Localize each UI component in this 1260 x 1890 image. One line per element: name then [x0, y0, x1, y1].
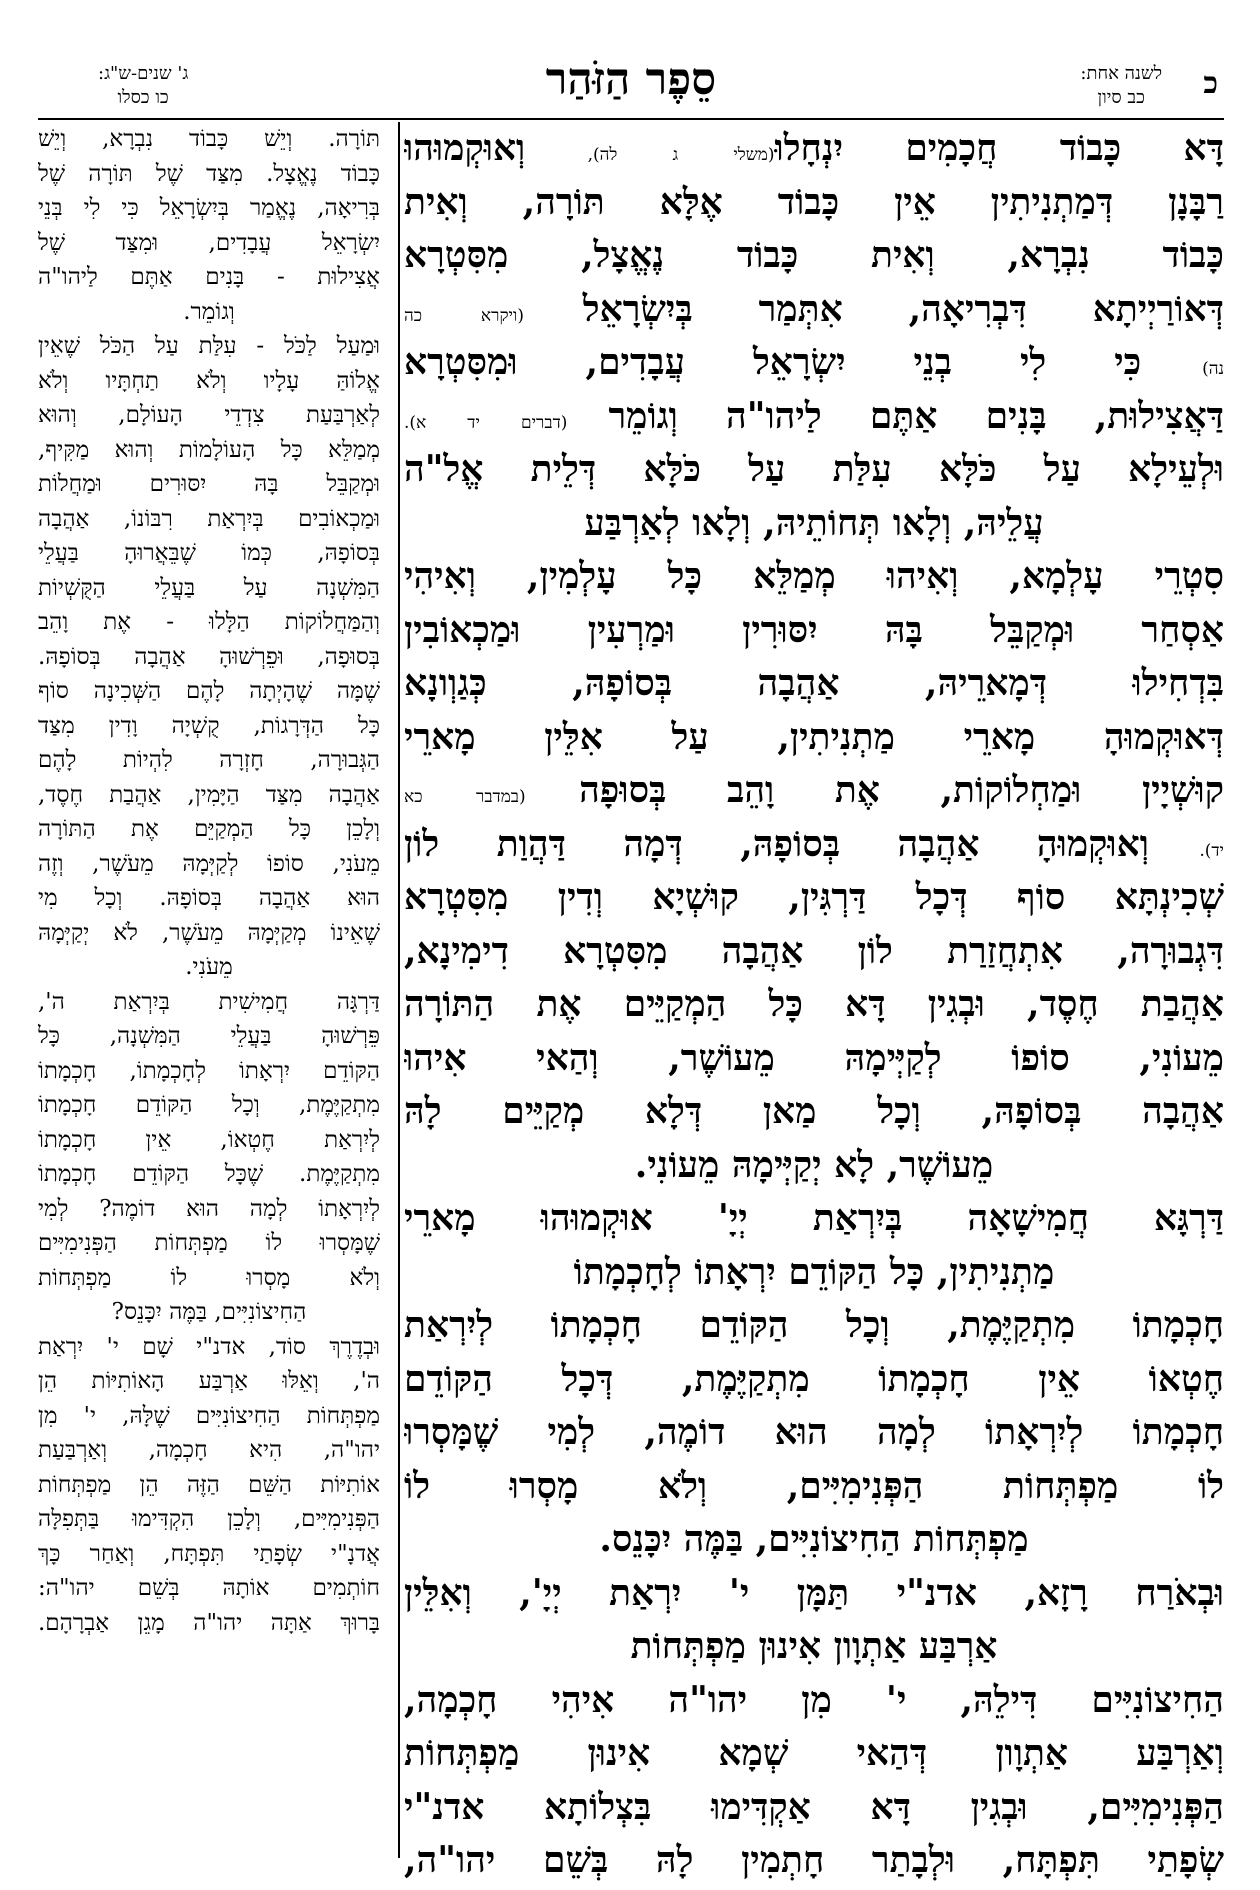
main-text-column	[404, 122, 1224, 1881]
line-text: לְיִרְאָתוֹ לְמָה הוּא דוֹמֶה? לְמִי	[38, 1195, 380, 1222]
study-schedule-label: ג' שנים-ש"ג:	[98, 63, 189, 84]
line-text: מְמַלֵּא כָּל הָעוֹלָמוֹת וְהוּא מַקִּיף,	[38, 436, 380, 463]
line-text: יִשְׂרָאֵל עֲבָדִים, וּמִצַּד שֶׁל	[38, 229, 380, 256]
translation-line	[38, 1054, 380, 1089]
line-text: מֵעוֹנִי, סוֹפוֹ לְקַיְּימָהּ מֵעוֹשֶׁר, וְהַאי אִיהוּ	[404, 1036, 1224, 1079]
daily-study-info-three-years	[98, 62, 188, 110]
main-text-line	[404, 1032, 1224, 1086]
translation-line	[38, 1157, 380, 1192]
translation-line	[38, 571, 380, 606]
line-text: אַהֲבַת חֶסֶד, וּבְגִין דָּא כָּל הַמְקַיֵּים אֶת הַתּוֹרָה	[404, 983, 1224, 1025]
source-reference: נה)	[1141, 359, 1224, 379]
line-text: עֲלֵיהּ, וְלָאו תְּחוֹתֵיהּ, וְלָאו לְאַרְבַּע	[584, 501, 1044, 544]
line-text: מִתְקַיֶּמֶת, וְכָל הַקּוֹדֵם חָכְמָתוֹ	[38, 1092, 380, 1118]
line-text: אֲצִילוּת - בָּנִים אַתֶּם לַיהו"ה	[38, 264, 380, 290]
translation-line	[38, 847, 380, 882]
line-text: חוֹתְמִים אוֹתָהּ בְּשֵׁם יהו"ה:	[38, 1575, 380, 1601]
main-text-line	[404, 1567, 1224, 1621]
main-text-line	[404, 176, 1224, 230]
main-text-line	[404, 283, 1224, 337]
translation-line	[38, 881, 380, 916]
line-text: וְגוֹמֵר.	[183, 298, 235, 325]
line-text: דְּאוֹרַיְיתָא דִּבְרִיאָה, אִתְּמַר בְּיִשְׂרָאֵל	[582, 287, 1224, 330]
translation-line	[38, 950, 380, 985]
main-text-line	[404, 711, 1224, 765]
line-text: בְּרִיאָה, נֶאֱמַר בְּיִשְׂרָאֵל כִּי לִי בְּנֵי	[38, 195, 380, 221]
line-text: שֶׁאֵינוֹ מְקַיְּמָהּ מֵעֹשֶׁר, לֹא יְקַיְּמָהּ	[38, 919, 380, 946]
translation-line	[38, 433, 380, 468]
translation-line	[38, 709, 380, 744]
main-text-line	[404, 1781, 1224, 1835]
translation-line	[38, 812, 380, 847]
line-text: אוֹתִיּוֹת הַשֵּׁם הַזֶּה הֵן מַפְתְּחוֹת	[38, 1471, 380, 1498]
translation-line	[38, 1502, 380, 1537]
translation-line	[38, 226, 380, 261]
line-text: דַּרְגָּה חֲמִישִׁית בְּיִרְאַת ה',	[38, 988, 380, 1015]
translation-line	[38, 1433, 380, 1468]
translation-line	[38, 743, 380, 778]
page-number: כ	[1203, 66, 1218, 101]
line-text: פֵּרְשׁוּהָ בַּעֲלֵי הַמִּשְׁנָה, כָּל	[38, 1023, 380, 1049]
source-reference: (משלי ג לה),	[587, 145, 775, 165]
line-text: מֵעֹנִי.	[185, 954, 233, 980]
source-reference: יד).	[1148, 840, 1224, 861]
line-text: ה', וְאֵלּוּ אַרְבַּע הָאוֹתִיּוֹת הֵן	[38, 1368, 380, 1394]
line-text: וּמַעַל לַכֹּל - עִלַּת עַל הַכֹּל שֶׁאֵין	[38, 333, 380, 359]
translation-line	[38, 985, 380, 1020]
translation-line	[38, 1399, 380, 1434]
line-text: הַגְּבוּרָה, חָזְרָה לִהְיוֹת לָהֶם	[38, 747, 380, 773]
translation-line	[38, 1261, 380, 1296]
line-text: מַתְנִיתִין, כָּל הַקּוֹדֵם יִרְאָתוֹ לְחָכְמָתוֹ	[573, 1250, 1055, 1293]
source-reference: (דברים יד א).	[404, 412, 609, 433]
main-text-line	[404, 1299, 1224, 1353]
translation-line	[38, 536, 380, 571]
translation-line	[38, 295, 380, 330]
main-text-line	[404, 871, 1224, 925]
source-reference: (ויקרא כה	[404, 305, 583, 326]
translation-line	[38, 1571, 380, 1606]
study-date: כו כסלו	[117, 87, 169, 108]
main-text-line	[404, 818, 1224, 872]
line-text: וְאוּקְמוּהוּ	[404, 127, 588, 169]
line-text: דַּאֲצִילוּת, בָּנִים אַתֶּם לַיהו"ה וְגוֹמֵר	[608, 394, 1224, 437]
line-text: הַפְּנִימִיִּים, וְלָכֵן הִקְדִּימוּ בַּתְּפִלָּה	[38, 1506, 380, 1532]
line-text: מַפְתְּחוֹת הַחִיצוֹנִיִּים, בַּמֶּה יִכָּנֵס.	[599, 1518, 1029, 1560]
line-text: וּמַכְאוֹבִים בְּיִרְאַת רִבּוֹנוֹ, אַהֲבָה	[38, 505, 380, 532]
translation-column	[38, 122, 380, 1858]
translation-line	[38, 1537, 380, 1572]
line-text: וְלָכֵן כָּל הַמְקַיֵּם אֶת הַתּוֹרָה	[38, 816, 380, 842]
line-text: תּוֹרָה. וְיֵשׁ כָּבוֹד נִבְרָא, וְיֵשׁ	[38, 126, 380, 152]
main-text-line	[404, 604, 1224, 658]
main-text-line	[404, 229, 1224, 283]
translation-line	[38, 502, 380, 537]
translation-line	[38, 157, 380, 192]
translation-line	[38, 1123, 380, 1158]
translation-line	[38, 1468, 380, 1503]
line-text: וּלְעֵילָא עַל כֹּלָּא עִלַּת עַל כֹּלָּא דְּלֵית אֱל"ה	[404, 448, 1224, 490]
line-text: אֲדנָ"י שְׂפָתַי תִּפְתָּח, וְאַחַר כָּךְ	[38, 1540, 380, 1567]
line-text: אַהֲבָה בְּסוֹפָהּ, וְכָל מַאן דְּלָא מְקַיֵּים לָהּ	[404, 1090, 1224, 1132]
translation-line	[38, 122, 380, 157]
line-text: דְּאוּקְמוּהָ מָארֵי מַתְנִיתִין, עַל אִלֵּין מָארֵי	[404, 715, 1224, 758]
line-text: בְּסוּפָה, וּפֵרְשׁוּהָ אַהֲבָה בְּסוֹפָהּ.	[38, 643, 380, 670]
translation-line	[38, 398, 380, 433]
line-text: שֶׁמָּסְרוּ לוֹ מַפְתְּחוֹת הַפְּנִימִיִּים	[38, 1230, 380, 1256]
line-text: הַקּוֹדֵם יִרְאָתוֹ לְחָכְמָתוֹ, חָכְמָתוֹ	[38, 1057, 380, 1084]
line-text: שְׁכִינְתָּא סוֹף דְּכָל דַּרְגִּין, קוּשְׁיָא וְדִין מִסִּטְרָא	[404, 876, 1224, 918]
line-text: וּבְאֹרַח רָזָא, אדנ"י תַּמָּן י' יִרְאַת יְיָ', וְאִלֵּין	[404, 1571, 1224, 1614]
line-text: בָּרוּךְ אַתָּה יהו"ה מָגֵן אַבְרָהָם.	[38, 1609, 380, 1636]
main-text-line	[404, 336, 1224, 390]
main-text-line	[404, 1406, 1224, 1460]
study-date: כב סיון	[1097, 87, 1145, 108]
line-text: חֶטְאוֹ אֵין חָכְמָתוֹ מִתְקַיֶּמֶת, דְּכָל הַקּוֹדֵם	[404, 1357, 1224, 1400]
main-text-line	[404, 1460, 1224, 1514]
study-schedule-label: לשנה אחת:	[1080, 63, 1162, 84]
main-text-line	[404, 1834, 1224, 1888]
line-text: בְּסוֹפָהּ, כְּמוֹ שֶׁבֵּאֲרוּהָ בַּעֲלֵי	[38, 540, 380, 566]
line-text: שְׂפָתַי תִּפְתָּח, וּלְבָתַר חָתְמִין לָהּ בְּשֵׁם יהו"ה,	[404, 1839, 1224, 1881]
line-text: כִּי לִי בְנֵי יִשְׂרָאֵל עֲבָדִים, וּמִסִּטְרָא	[404, 341, 1142, 383]
main-text-line	[404, 1513, 1224, 1567]
line-text: הוּא אַהֲבָה בְּסוֹפָהּ. וְכָל מִי	[38, 885, 380, 911]
line-text: הַמִּשְׁנָה עַל בַּעֲלֵי הַקֻּשְׁיוֹת	[38, 574, 380, 601]
source-reference: (במדבר כא	[404, 787, 580, 807]
line-text: מֵעֹנִי, סוֹפוֹ לְקַיְּמָהּ מֵעֹשֶׁר, וְזֶה	[38, 850, 380, 877]
line-text: וּבְדֶרֶךְ סוֹד, אדנ"י שָׁם י' יִרְאַת	[38, 1333, 380, 1360]
main-text-line	[404, 1139, 1224, 1193]
translation-line	[38, 191, 380, 226]
line-text: מַפְתְּחוֹת הַחִיצוֹנִיִּים שֶׁלָּהּ, י' מִן	[38, 1402, 380, 1429]
line-text: הַפְּנִימִיִּים, וּבְגִין דָּא אַקְדִּימוּ בִּצְלוֹתָא אדנ"י	[404, 1785, 1224, 1828]
line-text: חָכְמָתוֹ מִתְקַיֶּמֶת, וְכָל הַקּוֹדֵם חָכְמָתוֹ לְיִרְאַת	[404, 1304, 1224, 1346]
translation-line	[38, 640, 380, 675]
line-text: דַּרְגָּא חֲמִישָׁאָה בְּיִרְאַת יְיָ' אוּקְמוּהוּ מָארֵי	[404, 1197, 1224, 1239]
main-text-line	[404, 1085, 1224, 1139]
main-text-line	[404, 1246, 1224, 1300]
main-text-line	[404, 1620, 1224, 1674]
main-text-line	[404, 657, 1224, 711]
line-text: אַרְבַּע אַתְוָון אִינוּן מַפְתְּחוֹת	[630, 1625, 998, 1667]
line-text: שֶׁמָּה שֶׁהָיְתָה לָהֶם הַשְּׁכִינָה סוֹף	[38, 678, 380, 704]
translation-line	[38, 1226, 380, 1261]
line-text: רַבָּנָן דְּמַתְנִיתִין אֵין כָּבוֹד אֶלָּא תּוֹרָה, וְאִית	[404, 180, 1224, 223]
main-text-line	[404, 1674, 1224, 1728]
translation-line	[38, 605, 380, 640]
main-text-line	[404, 550, 1224, 604]
main-text-line	[404, 1192, 1224, 1246]
translation-line	[38, 1295, 380, 1330]
page-title: סֵפֶר הַזֹּהַר	[545, 54, 717, 105]
main-text-line	[404, 390, 1224, 444]
line-text: יהו"ה, הִיא חָכְמָה, וְאַרְבַּעַת	[38, 1437, 380, 1463]
translation-line	[38, 1606, 380, 1641]
line-text: וְאַרְבַּע אַתְוָון דְּהַאי שְׁמָא אִינוּן מַפְתְּחוֹת	[404, 1732, 1224, 1774]
main-text-line	[404, 925, 1224, 979]
line-text: וְאוּקְמוּהָ אַהֲבָה בְּסוֹפָהּ, דְּמָה דַּהֲוַת לוֹן	[404, 822, 1149, 865]
translation-line	[38, 778, 380, 813]
translation-line	[38, 1192, 380, 1227]
line-text: דָּא כָּבוֹד חֲכָמִים יִנְחָלוּ	[774, 127, 1224, 169]
translation-line	[38, 364, 380, 399]
line-text: כָּל הַדְּרָגוֹת, קֻשְׁיָה וָדִין מִצַּד	[38, 712, 380, 739]
line-text: חָכְמָתוֹ לְיִרְאָתוֹ לְמָה הוּא דוֹמֶה, לְמִי שֶׁמָּסְרוּ	[404, 1411, 1224, 1453]
line-text: כָּבוֹד נֶאֱצָל. מִצַּד שֶׁל תּוֹרָה שֶׁל	[38, 160, 380, 187]
line-text: אַסְחַר וּמְקַבֵּל בָּהּ יִסּוּרִין וּמַרְעִין וּמַכְאוֹבִין	[404, 608, 1224, 651]
line-text: אֱלוֹהַּ עָלָיו וְלֹא תַחְתָּיו וְלֹא	[38, 367, 380, 394]
column-divider	[398, 122, 400, 1858]
main-text-line	[404, 764, 1224, 818]
translation-line	[38, 916, 380, 951]
translation-line	[38, 1019, 380, 1054]
line-text: לוֹ מַפְתְּחוֹת הַפְּנִימִיִּים, וְלֹא מָסְרוּ לוֹ	[404, 1464, 1224, 1507]
line-text: אַהֲבָה מִצַּד הַיָּמִין, אַהֲבַת חֶסֶד,	[38, 781, 380, 808]
translation-line	[38, 1364, 380, 1399]
line-text: וְלֹא מָסְרוּ לוֹ מַפְתְּחוֹת	[38, 1264, 380, 1291]
translation-line	[38, 1088, 380, 1123]
line-text: הַחִיצוֹנִיִּים דִּילֵהּ, י' מִן יהו"ה אִיהִי חָכְמָה,	[404, 1678, 1224, 1721]
main-text-line	[404, 1727, 1224, 1781]
line-text: כָּבוֹד נִבְרָא, וְאִית כָּבוֹד נֶאֱצָל, מִסִּטְרָא	[404, 234, 1224, 276]
line-text: קוּשְׁיָין וּמַחְלוֹקוֹת, אֶת וָהֵב בְּסוּפָה	[579, 769, 1224, 811]
translation-line	[38, 674, 380, 709]
translation-line	[38, 1330, 380, 1365]
line-text: דִּגְבוּרָה, אִתְחֲזַרַת לוֹן אַהֲבָה מִסִּטְרָא דִימִינָא,	[404, 929, 1224, 972]
line-text: סִטְרֵי עָלְמָא, וְאִיהוּ מְמַלֵּא כָּל עָלְמִין, וְאִיהִי	[404, 555, 1224, 597]
line-text: וְהַמַּחֲלוֹקוֹת הַלָּלוּ - אֶת וָהֵב	[38, 609, 380, 635]
main-text-line	[404, 1353, 1224, 1407]
line-text: מִתְקַיֶּמֶת. שֶׁכָּל הַקּוֹדֵם חָכְמָתוֹ	[38, 1161, 380, 1187]
page-header	[38, 54, 1224, 120]
page	[38, 54, 1224, 1881]
line-text: בִּדְחִילוּ דְּמָארֵיהּ, אַהֲבָה בְּסוֹפָהּ, כְּגַוְונָא	[404, 662, 1224, 704]
line-text: וּמְקַבֵּל בָּהּ יִסּוּרִים וּמַחֲלוֹת	[38, 471, 380, 497]
translation-line	[38, 260, 380, 295]
line-text: לְיִרְאַת חֶטְאוֹ, אֵין חָכְמָתוֹ	[38, 1126, 380, 1153]
main-text-line	[404, 978, 1224, 1032]
translation-line	[38, 467, 380, 502]
main-text-line	[404, 497, 1224, 551]
main-text-line	[404, 122, 1224, 176]
line-text: הַחִיצוֹנִיִּים, בַּמֶּה יִכָּנֵס?	[111, 1299, 307, 1325]
main-text-line	[404, 443, 1224, 497]
translation-line	[38, 329, 380, 364]
line-text: מֵעוֹשֶׁר, לָא יְקַיְּימָהּ מֵעוֹנִי.	[634, 1143, 994, 1186]
text-columns	[38, 122, 1224, 1881]
line-text: לְאַרְבַּעַת צִדְדֵי הָעוֹלָם, וְהוּא	[38, 402, 380, 428]
